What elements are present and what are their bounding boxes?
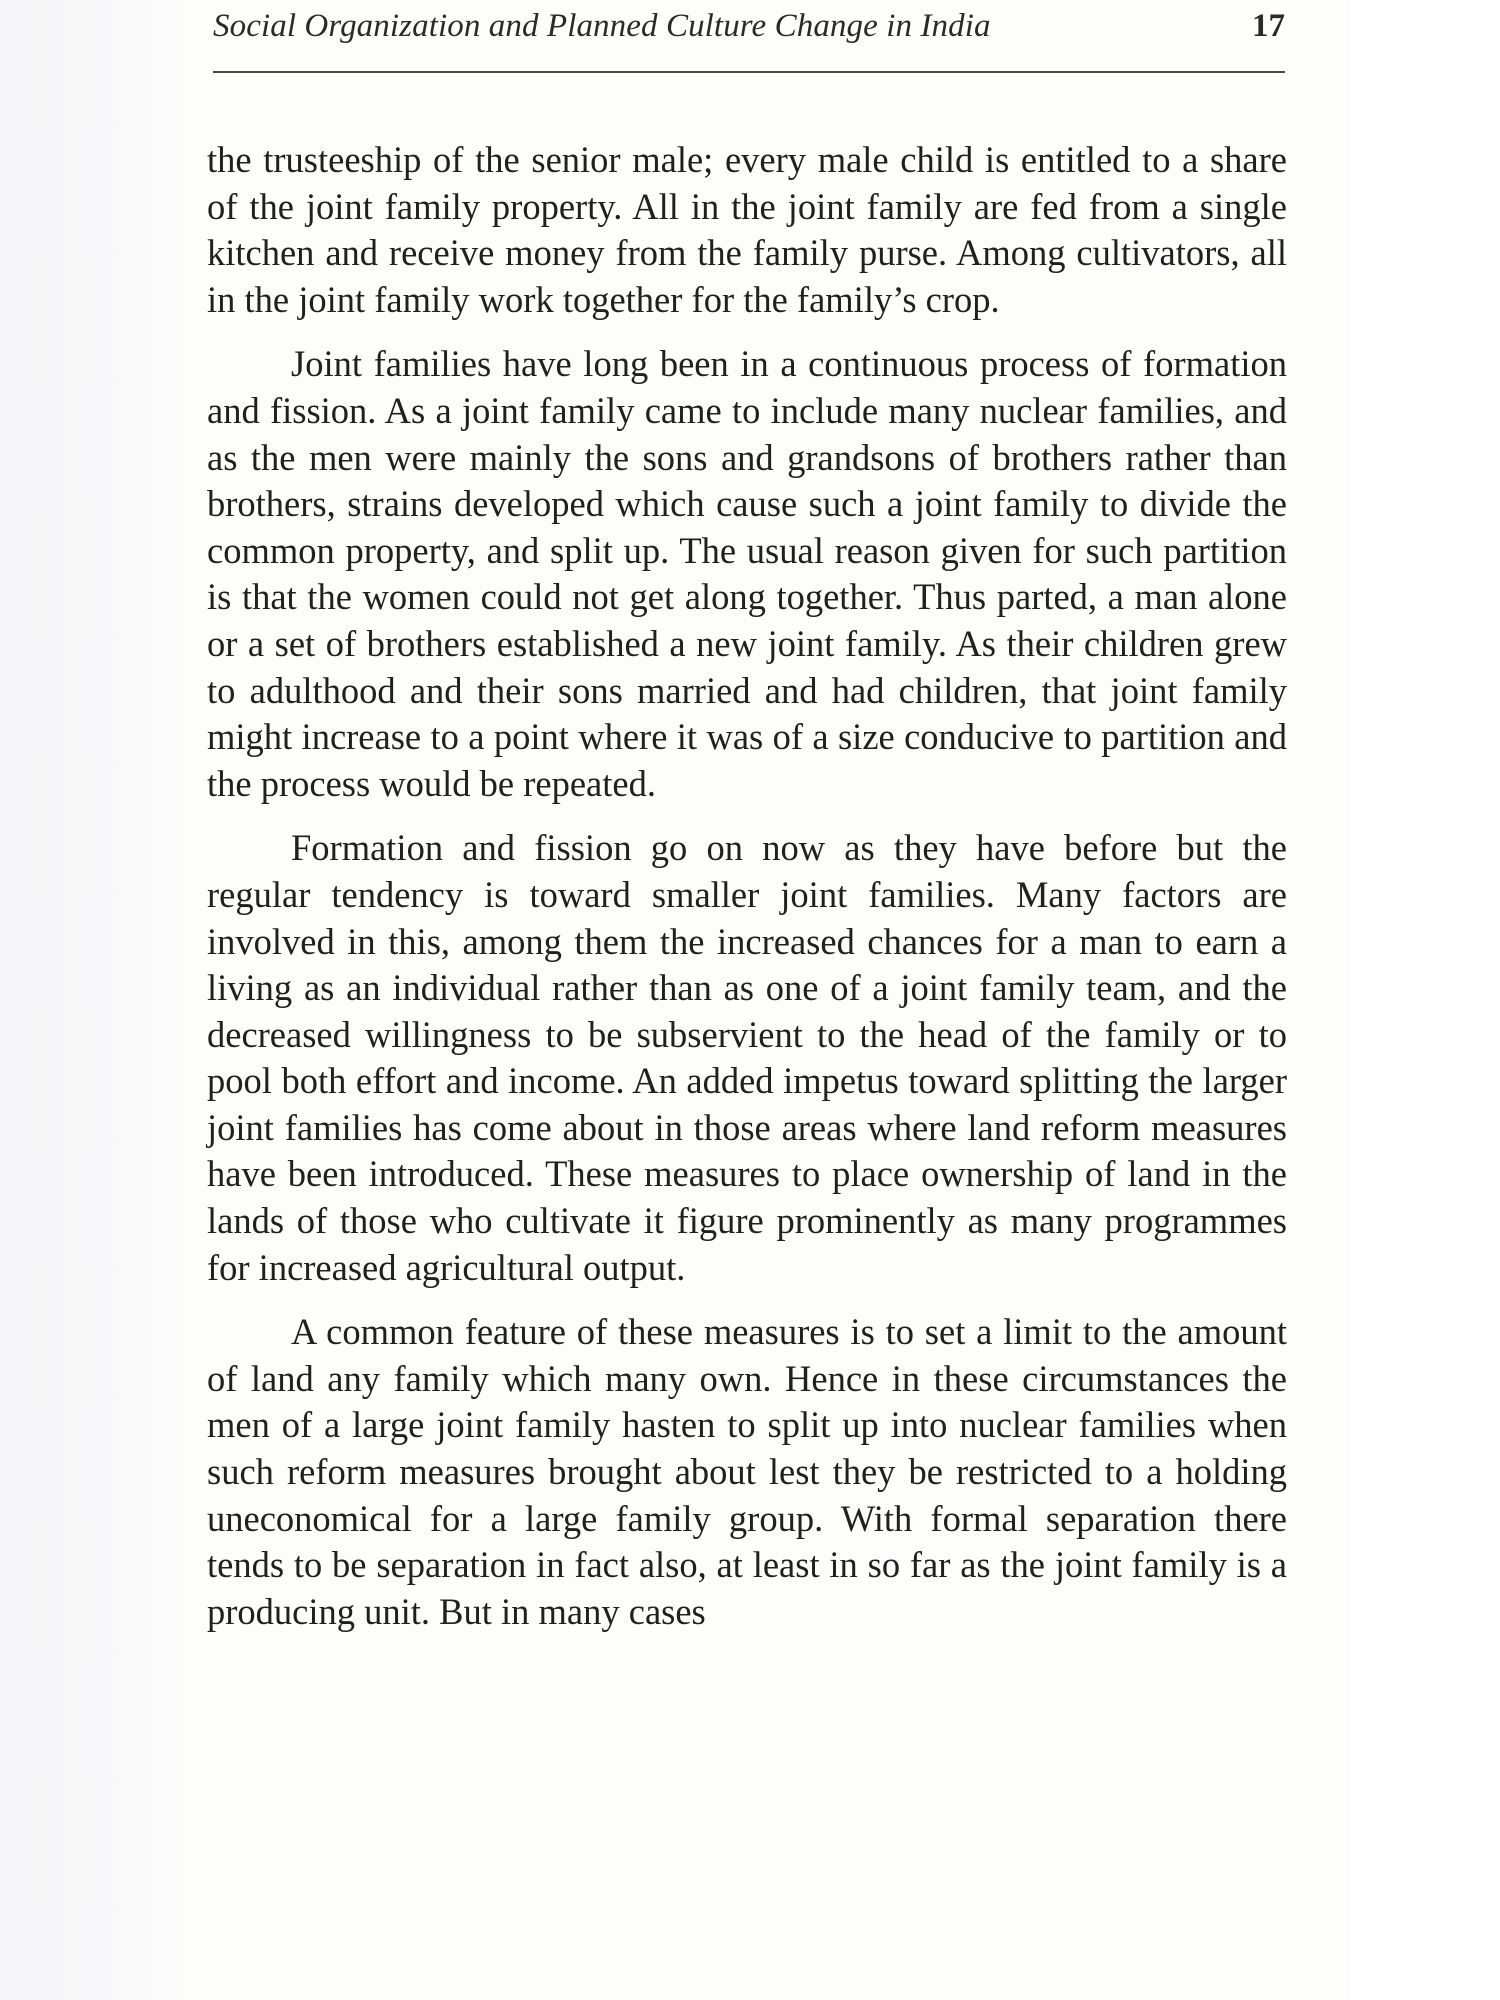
paragraph: Joint families have long been in a continuous process of formation and fission. As a joint family came to include many nuclear families, and as the men were mainly the sons and grandsons of brothers rather than brothers, strains developed which cause such a joint family to divide the common property, and split up. The usual reason given for such partition is that the women could not get along together. Thus parted, a man alone or a set of brothers established a new joint family. As their children grew to adulthood and their sons married and had children, that joint family might increase to a point where it was of a size conducive to partition and the process would be repeated. — [207, 343, 1287, 804]
paragraph: A common feature of these measures is to set a limit to the amount of land any family which many own. Hence in these circumstances the men of a large joint family hasten to split up into nuclear families when such reform measures brought about lest they be restricted to a holding uneconomical for a large family group. With formal separation there tends to be separation in fact also, at least in so far as the joint family is a producing unit. But in many cases — [207, 1311, 1287, 1632]
page-number: 17 — [1252, 8, 1285, 44]
paragraph: Formation and fission go on now as they have before but the regular tendency is toward smaller joint families. Many factors are involved in this, among them the increased chances for a man to earn a living as an individual rather than as one of a joint family team, and the decreased willingness to be subservient to the head of the family or to pool both effort and income. An added impetus toward splitting the larger joint families has come about in those areas where land reform measures have been introduced. These measures to place ownership of land in the lands of those who cultivate it figure prominently as many programmes for increased agricultural output. — [207, 827, 1287, 1288]
body-text — [207, 137, 1287, 1653]
page-right-margin — [1350, 0, 1500, 2000]
header-rule-divider — [213, 71, 1285, 73]
page-gutter-shadow — [0, 0, 185, 2000]
running-header — [213, 8, 1285, 54]
paragraph-continuation: the trusteeship of the senior male; every male child is entitled to a share of the joint family property. All in the joint family are fed from a single kitchen and receive money from the family purse. Among cultivators, all in the joint family work together for the family’s crop. — [207, 139, 1287, 320]
running-title: Social Organization and Planned Culture Change in India — [213, 8, 991, 44]
